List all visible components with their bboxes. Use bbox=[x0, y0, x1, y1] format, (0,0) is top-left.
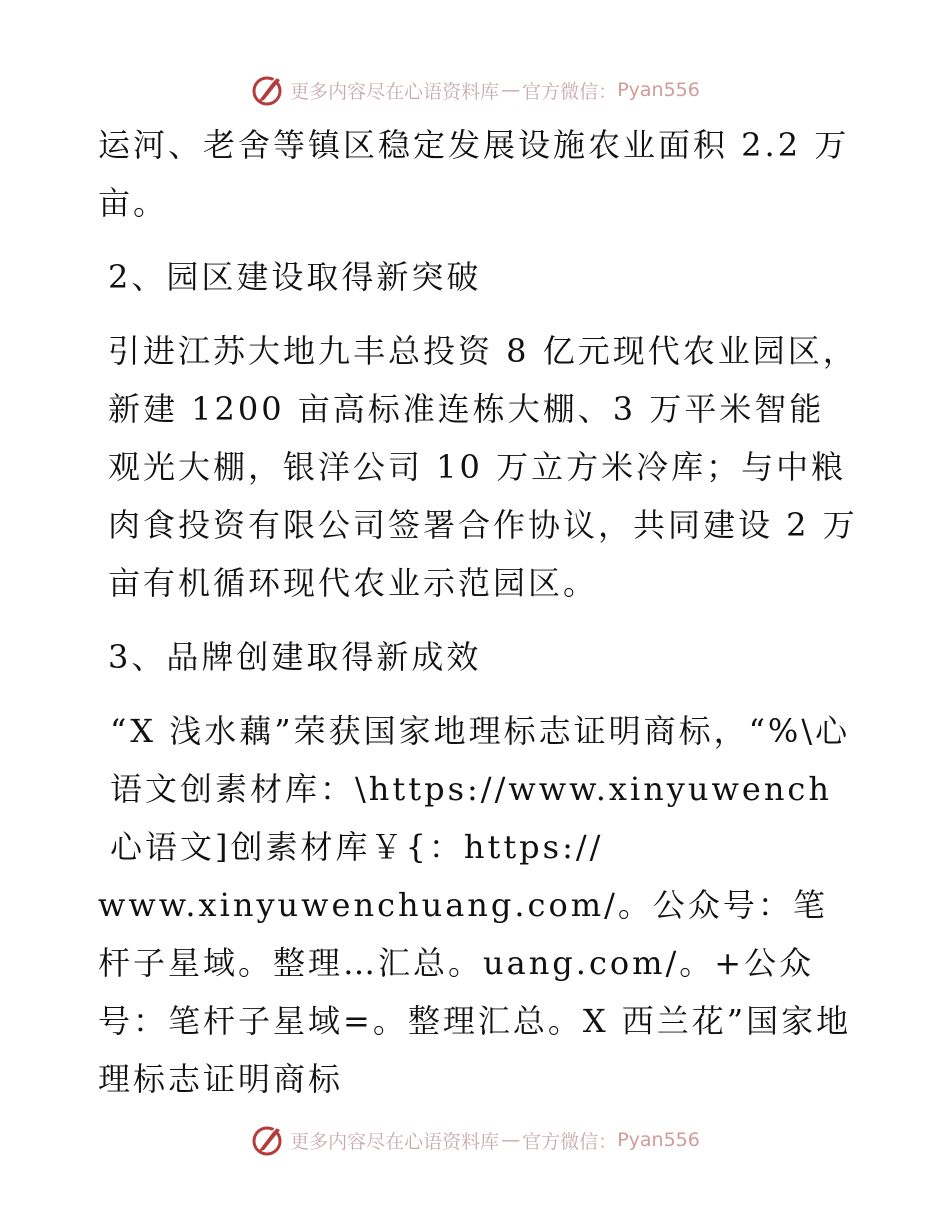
watermark-separator: — bbox=[501, 79, 521, 101]
footer-watermark bbox=[0, 1120, 950, 1160]
document-body bbox=[98, 116, 858, 1108]
heading-brand-creation: 3、品牌创建取得新成效 bbox=[108, 638, 482, 676]
watermark-separator: — bbox=[501, 1129, 521, 1151]
quill-logo-icon bbox=[250, 1122, 286, 1158]
quill-logo-icon bbox=[250, 72, 286, 108]
paragraph-brand-creation-continued: www.xinyuwenchuang.com/。公众号：笔杆子星域。整理…汇总。uang.com/。+公众号：笔杆子星域=。整理汇总。X 西兰花”国家地理标志证明商标 bbox=[98, 886, 852, 1098]
header-watermark bbox=[0, 70, 950, 110]
watermark-wechat-id: Pyan556 bbox=[617, 1129, 700, 1151]
watermark-text: 更多内容尽在心语资料库 bbox=[290, 80, 500, 103]
paragraph-brand-creation: “X 浅水藕”荣获国家地理标志证明商标，“%\心语文创素材库：\https://www.xinyuwench 心语文]创素材库￥{：https:// bbox=[110, 712, 851, 866]
paragraph-park-construction: 引进江苏大地九丰总投资 8 亿元现代农业园区，新建 1200 亩高标准连栋大棚、3 万平米智能观光大棚，银洋公司 10 万立方米冷库；与中粮肉食投资有限公司签署合作协议，共同建设 2 万亩有机循环现代农业示范园区。 bbox=[108, 332, 858, 602]
paragraph-facility-agriculture: 运河、老舍等镇区稳定发展设施农业面积 2.2 万亩。 bbox=[98, 126, 850, 222]
watermark-wechat-id: Pyan556 bbox=[617, 79, 700, 101]
watermark-wechat-label: 官方微信： bbox=[522, 80, 618, 103]
heading-park-construction: 2、园区建设取得新突破 bbox=[108, 258, 482, 296]
watermark-wechat-label: 官方微信： bbox=[522, 1130, 618, 1153]
watermark-text: 更多内容尽在心语资料库 bbox=[290, 1130, 500, 1153]
